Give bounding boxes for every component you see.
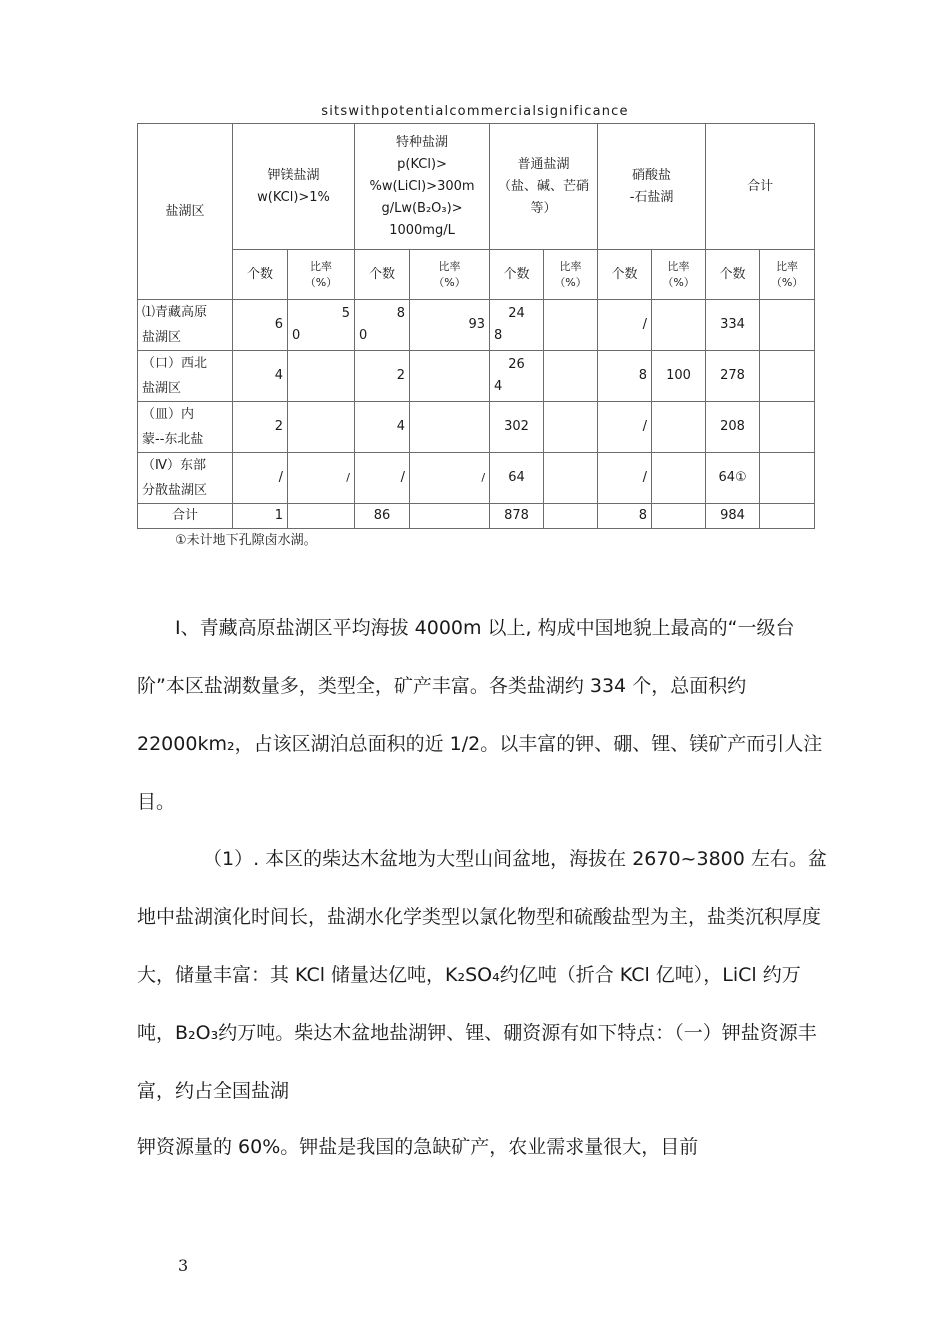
sub-ratio: 比率 （%）	[288, 250, 355, 300]
sub-count: 个数	[598, 250, 652, 300]
table-row	[138, 402, 815, 453]
sub-count: 个数	[355, 250, 410, 300]
cell-total-count: 64①	[706, 453, 760, 504]
total-nitrate-count: 8	[598, 504, 652, 529]
sub-ratio: 比率 （%）	[760, 250, 815, 300]
cell-nitrate-ratio	[652, 300, 706, 351]
header-corner: 盐湖区	[138, 124, 233, 300]
cell-common-count: 26 4	[490, 351, 544, 402]
cell-nitrate-count: /	[598, 453, 652, 504]
sub-count: 个数	[706, 250, 760, 300]
region-cell: （皿）内 蒙--东北盐	[138, 402, 233, 453]
paragraph-1: I、青藏高原盐湖区平均海拔 4000m 以上, 构成中国地貌上最高的“一级台阶”本区盐湖数量多，类型全，矿产丰富。各类盐湖约 334 个，总面积约 22000km₂，占该区湖泊总面积的近 1/2。以丰富的钾、硼、锂、镁矿产而引人注目。	[137, 617, 823, 813]
cell-total-count: 334	[706, 300, 760, 351]
cell-common-ratio	[544, 300, 598, 351]
cell-common-ratio	[544, 453, 598, 504]
cell-potash-count: 2	[233, 402, 288, 453]
sub-count: 个数	[233, 250, 288, 300]
total-common-count: 878	[490, 504, 544, 529]
header-common: 普通盐湖 （盐、碱、芒硝 等）	[490, 124, 598, 250]
cell-total-ratio	[760, 300, 815, 351]
cell-potash-count: 4	[233, 351, 288, 402]
cell-special-count: 8 0	[355, 300, 410, 351]
cell-special-count: 2	[355, 351, 410, 402]
table-row	[138, 453, 815, 504]
cell-potash-ratio	[288, 402, 355, 453]
cell-potash-ratio	[288, 351, 355, 402]
header-total: 合计	[706, 124, 815, 250]
table-total-row	[138, 504, 815, 529]
total-potash-count: 1	[233, 504, 288, 529]
cell-common-ratio	[544, 351, 598, 402]
cell-potash-count: /	[233, 453, 288, 504]
cell-special-count: /	[355, 453, 410, 504]
cell-special-ratio	[410, 351, 490, 402]
sub-ratio: 比率 （%）	[410, 250, 490, 300]
region-cell: ⑴青藏高原 盐湖区	[138, 300, 233, 351]
sub-ratio: 比率 （%）	[652, 250, 706, 300]
cell-total-count: 208	[706, 402, 760, 453]
table-header-row	[138, 124, 815, 250]
cell-total-ratio	[760, 351, 815, 402]
table-row	[138, 351, 815, 402]
total-special-count: 86	[355, 504, 410, 529]
table-subheader-row	[138, 250, 815, 300]
salt-lake-table	[137, 123, 815, 529]
cell-special-ratio: /	[410, 453, 490, 504]
paragraph-3: 钾资源量的 60%。钾盐是我国的急缺矿产，农业需求量很大，目前	[137, 1136, 699, 1158]
cell-common-ratio	[544, 402, 598, 453]
table-row	[138, 300, 815, 351]
header-nitrate: 硝酸盐 -石盐湖	[598, 124, 706, 250]
cell-common-count: 24 8	[490, 300, 544, 351]
cell-special-ratio: 93	[410, 300, 490, 351]
cell-nitrate-ratio	[652, 453, 706, 504]
paragraph-2: （1）. 本区的柴达木盆地为大型山间盆地，海拔在 2670~3800 左右。盆地中盐湖演化时间长，盐湖水化学类型以氯化物型和硫酸盐型为主，盐类沉积厚度大，储量丰富：其 KCl 储量达亿吨，K₂SO₄约亿吨（折合 KCl 亿吨），LiCl 约万吨，B₂O₃约万吨。柴达木盆地盐湖钾、锂、硼资源有如下特点：（一）钾盐资源丰富，约占全国盐湖	[137, 848, 827, 1102]
cell-common-count: 302	[490, 402, 544, 453]
cell-total-ratio	[760, 402, 815, 453]
total-total-count: 984	[706, 504, 760, 529]
cell-potash-ratio: 5 0	[288, 300, 355, 351]
page-number: 3	[178, 1256, 189, 1275]
cell-potash-count: 6	[233, 300, 288, 351]
region-cell: （Ⅳ）东部 分散盐湖区	[138, 453, 233, 504]
cell-nitrate-ratio	[652, 402, 706, 453]
cell-nitrate-ratio: 100	[652, 351, 706, 402]
sub-ratio: 比率 （%）	[544, 250, 598, 300]
table-footnote: ①未计地下孔隙卤水湖。	[175, 533, 317, 548]
cell-nitrate-count: 8	[598, 351, 652, 402]
cell-special-count: 4	[355, 402, 410, 453]
region-cell: （口）西北 盐湖区	[138, 351, 233, 402]
cell-potash-ratio: /	[288, 453, 355, 504]
cell-nitrate-count: /	[598, 300, 652, 351]
cell-special-ratio	[410, 402, 490, 453]
table-caption: sitswithpotentialcommercialsignificance	[321, 104, 629, 119]
sub-count: 个数	[490, 250, 544, 300]
cell-common-count: 64	[490, 453, 544, 504]
total-label: 合计	[138, 504, 233, 529]
cell-total-ratio	[760, 453, 815, 504]
cell-total-count: 278	[706, 351, 760, 402]
header-special: 特种盐湖 p(KCl)> %w(LiCl)>300m g/Lw(B₂O₃)> 1000mg/L	[355, 124, 490, 250]
cell-nitrate-count: /	[598, 402, 652, 453]
header-potash: 钾镁盐湖 w(KCl)>1%	[233, 124, 355, 250]
